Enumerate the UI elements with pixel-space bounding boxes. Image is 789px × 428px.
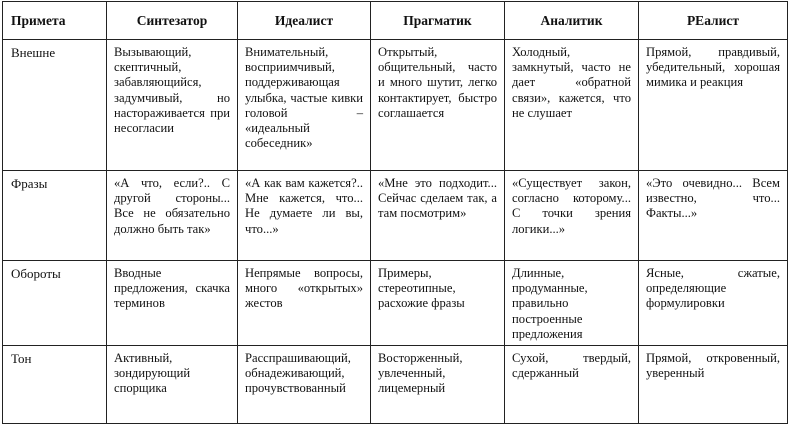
table-cell: «Существует закон, согласно которому... С точки зрения логики...» [505,171,639,261]
table-cell: Вызывающий, скептичный, забавляющийся, задумчивый, но настораживается при несогласии [107,40,238,171]
table-cell: Прямой, откровенный, уверенный [639,346,788,424]
row-label: Фразы [3,171,107,261]
table-cell: Ясные, сжатые, определяющие формулировки [639,261,788,346]
table-cell: Открытый, общительный, часто и много шутит, легко контактирует, быстро соглашается [371,40,505,171]
table-row [3,171,788,261]
table-cell: Вводные предложения, скачка терминов [107,261,238,346]
header-cell-sintezator: Синтезатор [107,2,238,40]
row-label: Внешне [3,40,107,171]
table-cell: «А как вам кажется?.. Мне кажется, что... Не думаете ли вы, что...» [238,171,371,261]
table-cell: Длинные, продуманные, правильно построенные предложения [505,261,639,346]
table-cell: «Это очевидно... Всем известно, что... Факты...» [639,171,788,261]
header-row [3,2,788,40]
table-cell: Восторженный, увлеченный, лицемерный [371,346,505,424]
header-cell-realist: РЕалист [639,2,788,40]
table-row [3,261,788,346]
table-row [3,346,788,424]
header-cell-idealist: Идеалист [238,2,371,40]
table-cell: Активный, зондирующий спорщика [107,346,238,424]
table-cell: Расспрашивающий, обнадеживающий, прочувствованный [238,346,371,424]
table-cell: Холодный, замкнутый, часто не дает «обратной связи», кажется, что не слушает [505,40,639,171]
row-label: Тон [3,346,107,424]
table-cell: «Мне это подходит... Сейчас сделаем так, а там посмотрим» [371,171,505,261]
table-cell: Примеры, стереотипные, расхожие фразы [371,261,505,346]
row-label: Обороты [3,261,107,346]
table-cell: Сухой, твердый, сдержанный [505,346,639,424]
table-row [3,40,788,171]
table-cell: «А что, если?.. С другой стороны... Все не обязательно должно быть так» [107,171,238,261]
table-cell: Непрямые вопросы, много «открытых» жестов [238,261,371,346]
comparison-table [2,1,788,424]
header-cell-pragmatik: Прагматик [371,2,505,40]
table-cell: Внимательный, восприимчивый, поддерживающая улыбка, частые кивки головой – «идеальный собеседник» [238,40,371,171]
header-cell-primeta: Примета [3,2,107,40]
table-cell: Прямой, правдивый, убедительный, хорошая мимика и реакция [639,40,788,171]
header-cell-analitik: Аналитик [505,2,639,40]
